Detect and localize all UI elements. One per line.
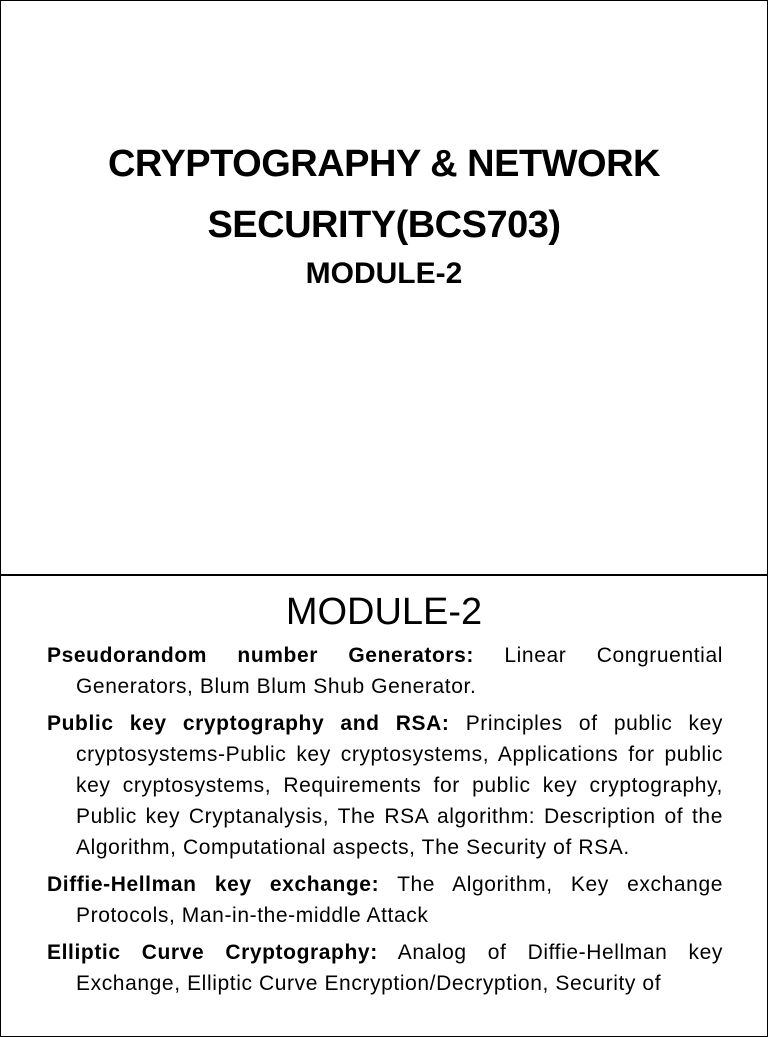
topic-list	[47, 640, 723, 1005]
course-title-line-1: CRYPTOGRAPHY & NETWORK	[107, 143, 660, 185]
topic-item	[47, 640, 723, 702]
topic-label: Public key cryptography and RSA:	[47, 712, 450, 735]
module-subtitle: MODULE-2	[305, 257, 463, 290]
topic-text: Linear Congruential Generators, Blum Blum Shub Generator.	[76, 644, 723, 698]
topic-item	[47, 937, 723, 999]
syllabus-slide	[0, 575, 768, 1037]
topic-label: Elliptic Curve Cryptography:	[47, 941, 378, 964]
topic-label: Pseudorandom number Generators:	[47, 644, 475, 667]
topic-item	[47, 869, 723, 931]
syllabus-heading: MODULE-2	[285, 591, 483, 633]
course-title-line-2: SECURITY(BCS703)	[207, 204, 561, 246]
topic-text: Analog of Diffie-Hellman key Exchange, Elliptic Curve Encryption/Decryption, Security of	[76, 941, 724, 995]
topic-text: The Algorithm, Key exchange Protocols, Man-in-the-middle Attack	[76, 873, 723, 927]
topic-label: Diffie-Hellman key exchange:	[47, 873, 380, 896]
topic-item	[47, 708, 723, 863]
topic-text: Principles of public key cryptosystems-Public key cryptosystems, Applications for public key cryptosystems, Requirements for public key cryptography, Public key Cryptanalysis, The RSA algorithm: Description of the Algorithm, Computational aspects, The Security of RSA.	[76, 712, 723, 859]
